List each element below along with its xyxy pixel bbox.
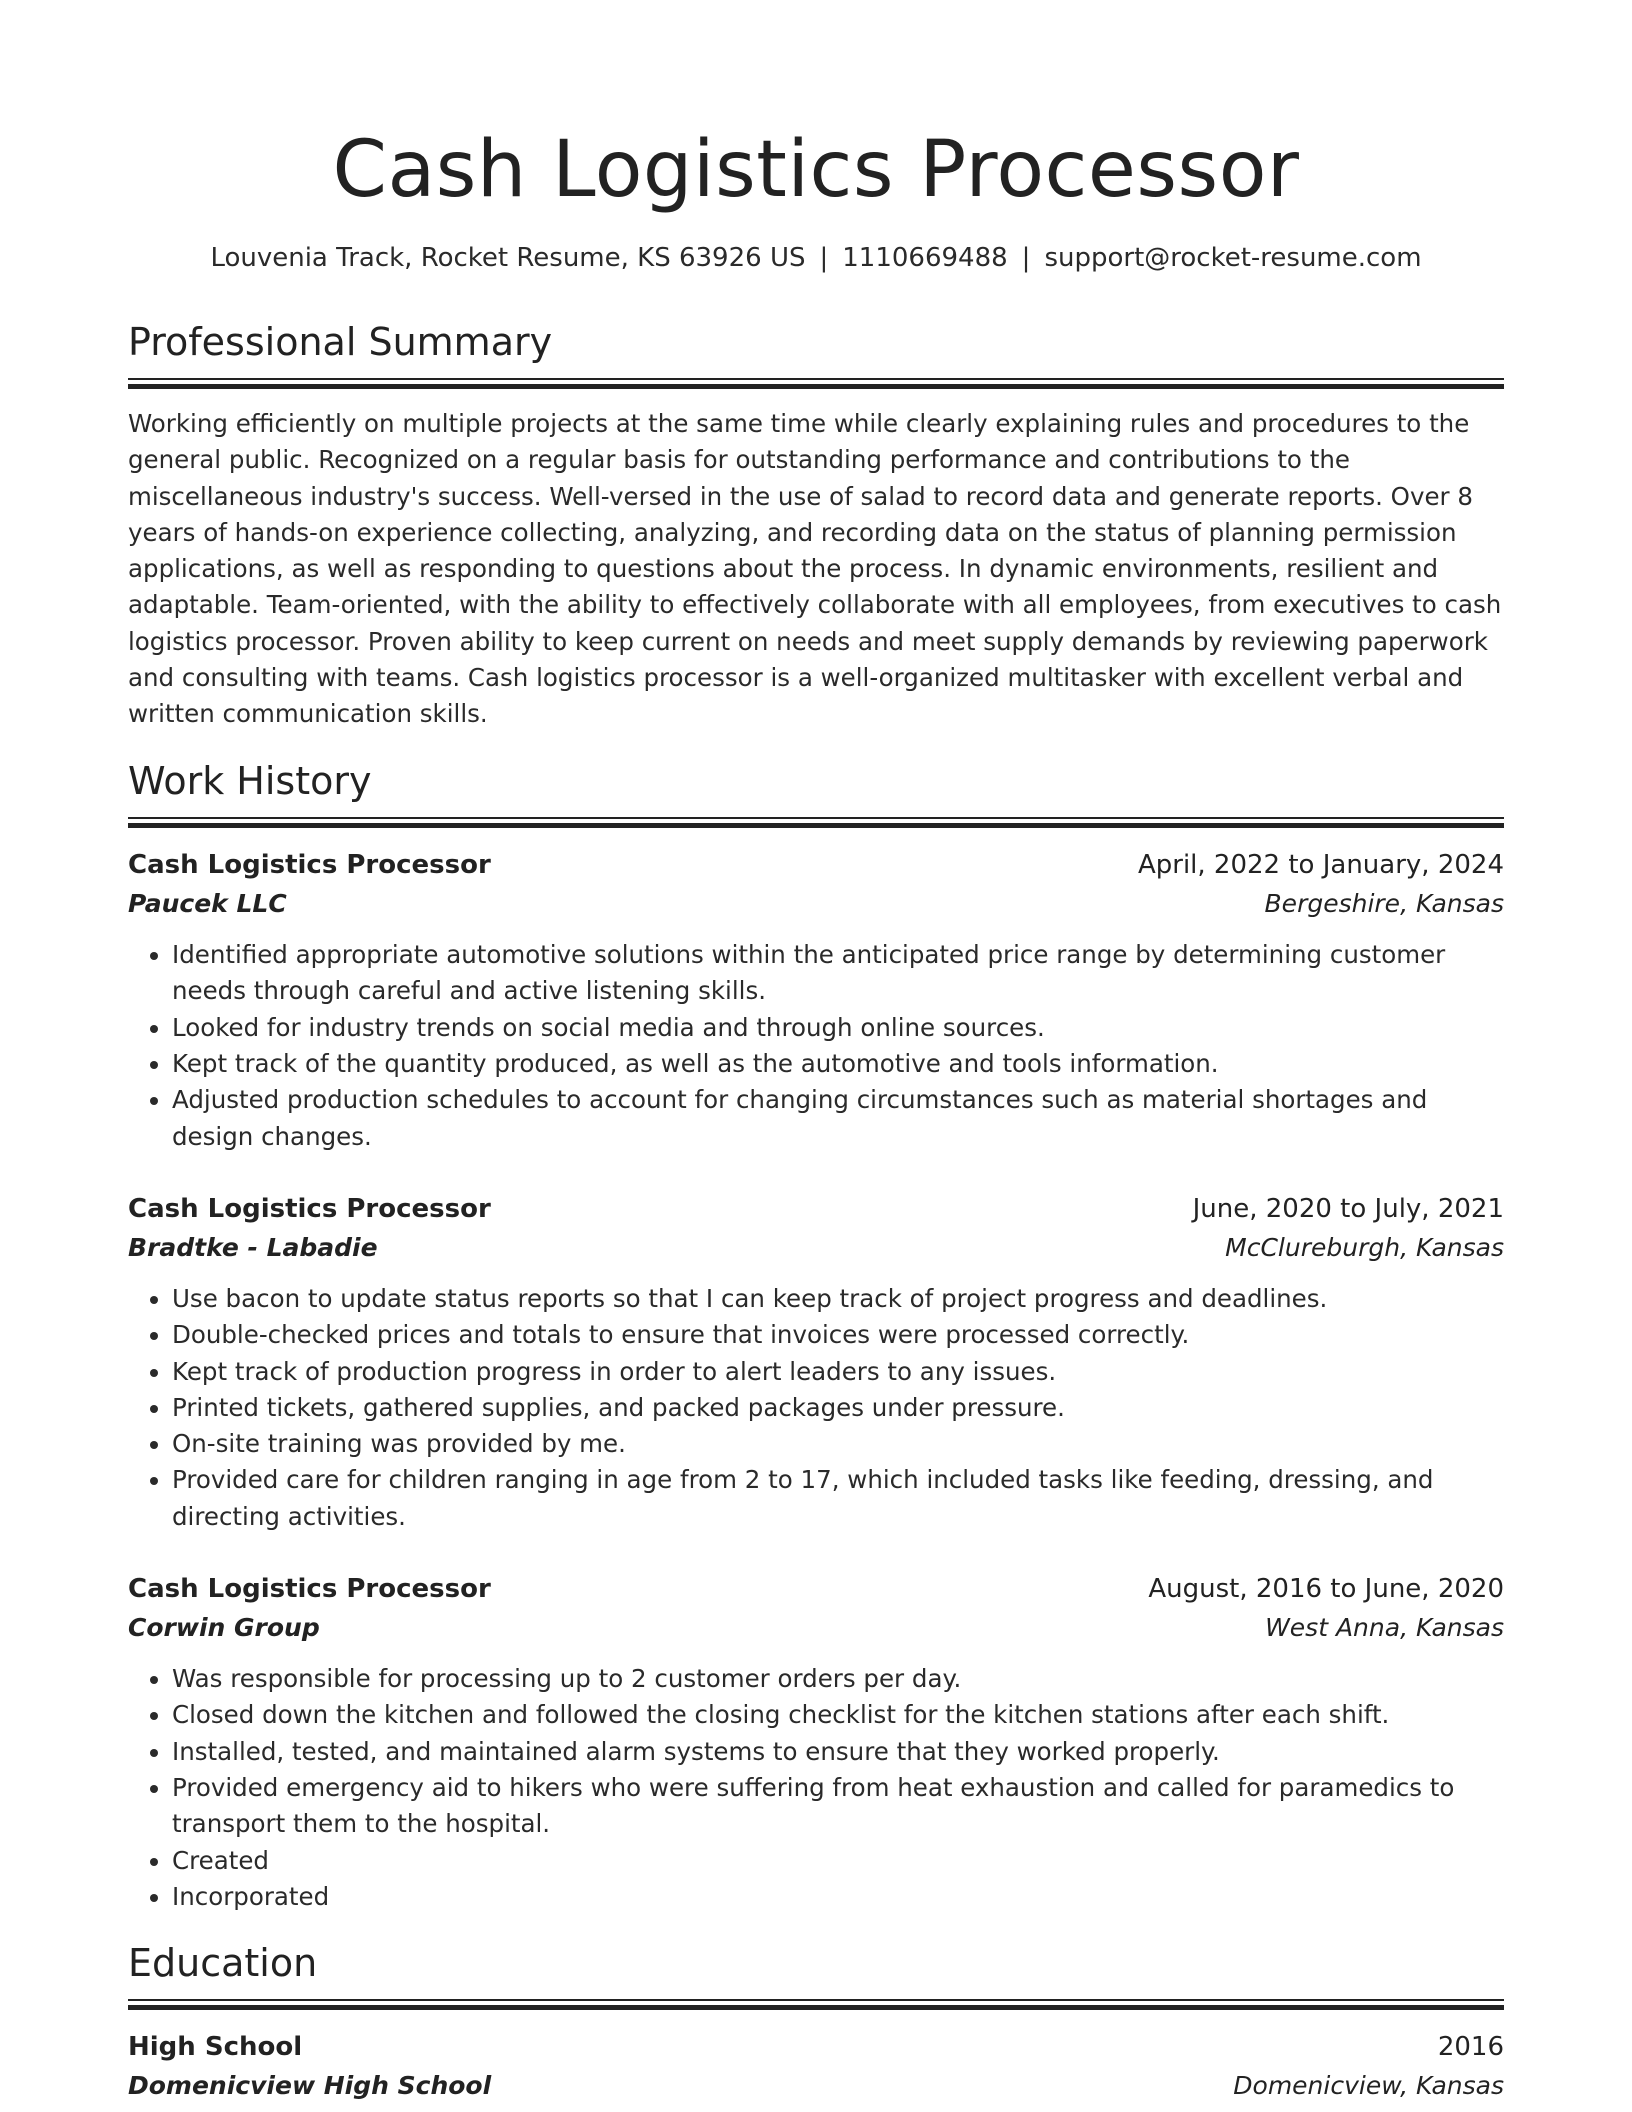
job-location: Bergeshire, Kansas xyxy=(1264,889,1504,919)
job-bullet: • Created xyxy=(172,1843,1504,1879)
job-entry xyxy=(128,845,1504,1155)
job-bullet: • Installed, tested, and maintained alarm systems to ensure that they worked properly. xyxy=(172,1734,1504,1770)
resume-name: Cash Logistics Processor xyxy=(332,125,1300,215)
job-company: Bradtke - Labadie xyxy=(128,1232,378,1262)
job-bullet: • Double-checked prices and totals to ensure that invoices were processed correctly. xyxy=(172,1317,1504,1353)
education-school: Domenicview High School xyxy=(128,2071,492,2101)
section-title-summary: Professional Summary xyxy=(128,320,553,364)
contact-address: Louvenia Track, Rocket Resume, KS 63926 US xyxy=(210,243,806,273)
contact-separator: | xyxy=(1021,243,1031,273)
contact-separator: | xyxy=(819,243,829,273)
section-title-education: Education xyxy=(128,1941,318,1986)
education-entry xyxy=(128,2027,1504,2105)
job-bullet: • Was responsible for processing up to 2 customer orders per day. xyxy=(172,1661,1504,1697)
education-year: 2016 xyxy=(1437,2032,1504,2063)
job-entry xyxy=(128,1569,1504,1915)
summary-text: Working efficiently on multiple projects at the same time while clearly explaining rules and procedures to the general public. Recognized on a regular basis for outstanding performance and contributions to the miscellaneous industry's success. Well-versed in the use of salad to record data and generate reports. Over 8 years of hands-on experience collecting, analyzing, and recording data on the status of planning permission applications, as well as responding to questions about the process. In dynamic environments, resilient and adaptable. Team-oriented, with the ability to effectively collaborate with all employees, from executives to cash logistics processor. Proven ability to keep current on needs and meet supply demands by reviewing paperwork and consulting with teams. Cash logistics processor is a well-organized multitasker with excellent verbal and written communication skills. xyxy=(128,409,1502,729)
section-divider xyxy=(128,378,1504,388)
section-divider xyxy=(128,817,1504,827)
job-bullet: • Incorporated xyxy=(172,1879,1504,1915)
job-title: Cash Logistics Processor xyxy=(128,850,491,881)
contact-phone: 1110669488 xyxy=(842,243,1008,273)
job-bullet: • Kept track of production progress in order to alert leaders to any issues. xyxy=(172,1354,1504,1390)
job-dates: April, 2022 to January, 2024 xyxy=(1137,850,1504,881)
job-dates: August, 2016 to June, 2020 xyxy=(1148,1574,1504,1605)
job-title: Cash Logistics Processor xyxy=(128,1193,491,1224)
job-bullet: • Provided care for children ranging in age from 2 to 17, which included tasks like feeding, dressing, and directing activities. xyxy=(172,1462,1504,1535)
job-bullet: • Use bacon to update status reports so that I can keep track of project progress and deadlines. xyxy=(172,1281,1504,1317)
job-bullet: • Adjusted production schedules to account for changing circumstances such as material shortages and design changes. xyxy=(172,1082,1504,1155)
job-location: West Anna, Kansas xyxy=(1265,1613,1504,1643)
job-company: Corwin Group xyxy=(128,1613,320,1643)
job-company: Paucek LLC xyxy=(128,889,287,919)
education-degree: High School xyxy=(128,2032,303,2063)
education-location: Domenicview, Kansas xyxy=(1233,2071,1504,2101)
job-bullet: • Kept track of the quantity produced, as well as the automotive and tools information. xyxy=(172,1046,1504,1082)
job-bullets xyxy=(128,1661,1504,1915)
contact-line xyxy=(128,240,1504,276)
job-bullet: • Printed tickets, gathered supplies, and packed packages under pressure. xyxy=(172,1390,1504,1426)
contact-email: support@rocket-resume.com xyxy=(1044,243,1422,273)
job-bullet: • Closed down the kitchen and followed the closing checklist for the kitchen stations after each shift. xyxy=(172,1697,1504,1733)
job-bullet: • Identified appropriate automotive solutions within the anticipated price range by determining customer needs through careful and active listening skills. xyxy=(172,937,1504,1010)
job-bullet: • Looked for industry trends on social media and through online sources. xyxy=(172,1010,1504,1046)
job-list xyxy=(128,845,1504,1915)
job-bullets xyxy=(128,1281,1504,1535)
job-bullets xyxy=(128,937,1504,1155)
job-location: McClureburgh, Kansas xyxy=(1225,1232,1504,1262)
section-title-work-history: Work History xyxy=(128,759,372,804)
job-title: Cash Logistics Processor xyxy=(128,1574,491,1605)
job-bullet: • Provided emergency aid to hikers who were suffering from heat exhaustion and called for paramedics to transport them to the hospital. xyxy=(172,1770,1504,1843)
section-divider xyxy=(128,1999,1504,2009)
job-entry xyxy=(128,1189,1504,1535)
job-bullet: • On-site training was provided by me. xyxy=(172,1426,1504,1462)
job-dates: June, 2020 to July, 2021 xyxy=(1192,1193,1504,1224)
